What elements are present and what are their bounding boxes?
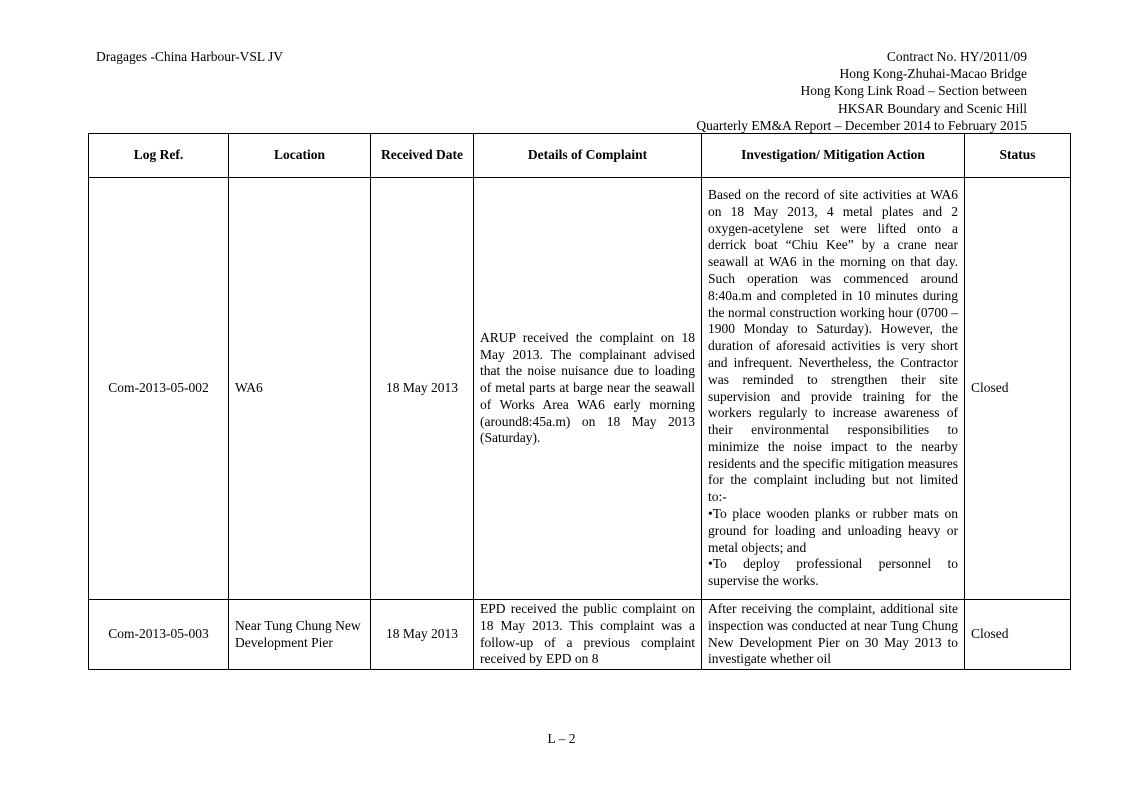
location-cell: WA6 <box>229 178 371 600</box>
col-received-date: Received Date <box>371 134 474 178</box>
col-log-ref: Log Ref. <box>89 134 229 178</box>
col-details: Details of Complaint <box>474 134 702 178</box>
table-row <box>89 600 1071 670</box>
details-cell: EPD received the public complaint on 18 May 2013. This complaint was a follow-up of a previous complaint received by EPD on 8 <box>474 600 702 670</box>
log-ref-cell: Com-2013-05-003 <box>89 600 229 670</box>
project-section: Hong Kong Link Road – Section between <box>800 83 1027 99</box>
page-number: L – 2 <box>547 731 576 746</box>
contract-info <box>507 48 1027 134</box>
project-section-cont: HKSAR Boundary and Scenic Hill <box>838 100 1027 116</box>
col-action: Investigation/ Mitigation Action <box>702 134 965 178</box>
log-ref-cell: Com-2013-05-002 <box>89 178 229 600</box>
table-header-row <box>89 134 1071 178</box>
project-name: Hong Kong-Zhuhai-Macao Bridge <box>839 66 1027 82</box>
table-row <box>89 178 1071 600</box>
status-cell: Closed <box>965 178 1071 600</box>
received-date-cell: 18 May 2013 <box>371 600 474 670</box>
action-cell: After receiving the complaint, additional site inspection was conducted at near Tung Chung New Development Pier on 30 May 2013 to investigate whether oil <box>702 600 965 670</box>
status-cell: Closed <box>965 600 1071 670</box>
details-cell: ARUP received the complaint on 18 May 2013. The complainant advised that the noise nuisance due to loading of metal parts at barge near the seawall of Works Area WA6 early morning (around8:45a.m) on 18 May 2013 (Saturday). <box>474 178 702 600</box>
complaint-log-table <box>88 133 1071 670</box>
received-date-cell: 18 May 2013 <box>371 178 474 600</box>
report-title: Quarterly EM&A Report – December 2014 to February 2015 <box>696 117 1027 133</box>
action-paragraph: Based on the record of site activities at WA6 on 18 May 2013, 4 metal plates and 2 oxygen-acetylene set were lifted onto a derrick boat “Chiu Kee” by a crane near seawall at WA6 in the morning on that day. Such operation was commenced around 8:40a.m and completed in 10 minutes during the normal construction working hour (0700 – 1900 Monday to Saturday). However, the duration of aforesaid activities is very short and infrequent. Nevertheless, the Contractor was reminded to strengthen their site supervision and provide training for the workers regularly to increase awareness of their environmental responsibilities to minimize the noise impact to the nearby residents and the specific mitigation measures for the complaint including but not limited to:- <box>708 186 958 505</box>
col-status: Status <box>965 134 1071 178</box>
action-cell <box>702 178 965 600</box>
action-bullet: •To place wooden planks or rubber mats on ground for loading and unloading heavy or metal objects; and <box>708 506 958 555</box>
contract-number: Contract No. HY/2011/09 <box>886 49 1027 64</box>
action-bullet: •To deploy professional personnel to supervise the works. <box>708 556 958 589</box>
col-location: Location <box>229 134 371 178</box>
location-cell: Near Tung Chung New Development Pier <box>229 600 371 670</box>
contractor-name: Dragages -China Harbour-VSL JV <box>96 49 284 64</box>
action-bullet-list <box>708 506 958 590</box>
